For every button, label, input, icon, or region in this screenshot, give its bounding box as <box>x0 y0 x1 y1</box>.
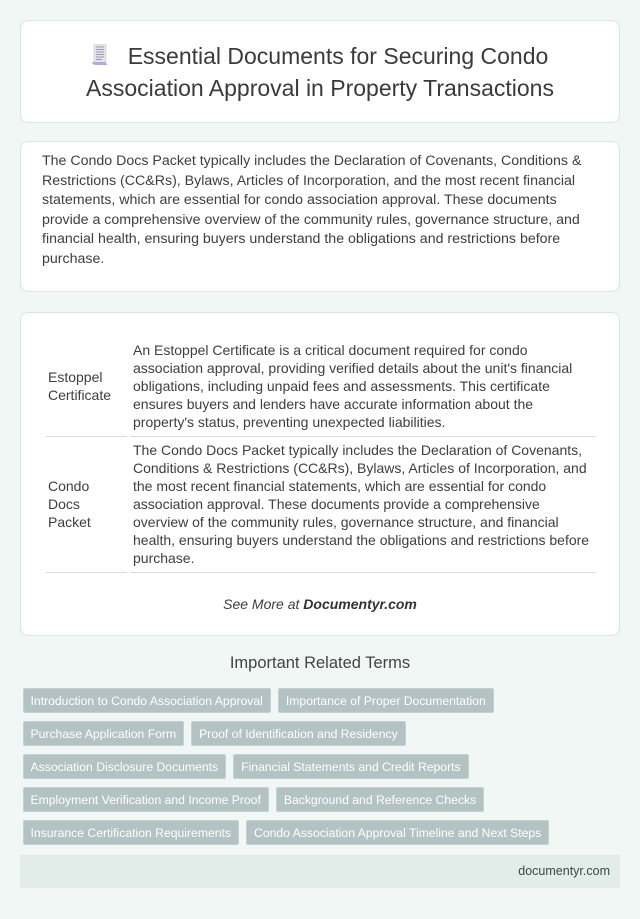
related-terms-heading: Important Related Terms <box>229 654 411 672</box>
table-row <box>46 437 596 573</box>
term-cell: Estoppel Certificate <box>46 337 127 437</box>
definitions-card <box>20 312 620 636</box>
related-term-tag[interactable]: Association Disclosure Documents <box>23 754 227 779</box>
related-terms-list <box>19 684 619 849</box>
related-term-tag[interactable]: Purchase Application Form <box>23 721 185 746</box>
related-term-tag[interactable]: Employment Verification and Income Proof <box>23 787 269 812</box>
definitions-table <box>43 337 599 573</box>
related-term-tag[interactable]: Proof of Identification and Residency <box>191 721 406 746</box>
summary-text: The Condo Docs Packet typically includes the Declaration of Covenants, Conditions & Restrictions (CC&Rs), Bylaws, Articles of Incorporation, and the most recent financial statements, which are essential for condo association approval. These documents provide a comprehensive overview of the community rules, governance structure, and financial health, ensuring buyers understand the obligations and restrictions before purchase. <box>42 153 582 267</box>
related-term-tag[interactable]: Insurance Certification Requirements <box>23 820 240 845</box>
summary-card <box>20 141 620 292</box>
footer-site-link[interactable]: documentyr.com <box>518 864 610 878</box>
description-cell: The Condo Docs Packet typically includes the Declaration of Covenants, Conditions & Restrictions (CC&Rs), Bylaws, Articles of Incorporation, and the most recent financial statements, which are essential for condo association approval. These documents provide a comprehensive overview of the community rules, governance structure, and financial health, ensuring buyers understand the obligations and restrictions before purchase. <box>130 437 596 573</box>
see-more <box>21 596 619 612</box>
related-term-tag[interactable]: Importance of Proper Documentation <box>278 688 494 713</box>
receipt-document-icon <box>92 44 108 66</box>
see-more-link[interactable]: Documentyr.com <box>303 596 417 612</box>
see-more-prefix: See More at <box>223 596 304 612</box>
page-title <box>60 40 580 104</box>
page-title-text: Essential Documents for Securing Condo Association Approval in Property Transactions <box>86 42 554 101</box>
table-row <box>46 337 596 437</box>
description-cell: An Estoppel Certificate is a critical document required for condo association approval, providing verified details about the unit's financial obligations, including unpaid fees and assessments. This certificate ensures buyers and lenders have accurate information about the property's status, preventing unexpected liabilities. <box>130 337 596 437</box>
related-term-tag[interactable]: Financial Statements and Credit Reports <box>233 754 468 779</box>
term-cell: Condo Docs Packet <box>46 437 127 573</box>
related-term-tag[interactable]: Background and Reference Checks <box>276 787 484 812</box>
related-term-tag[interactable]: Introduction to Condo Association Approval <box>23 688 271 713</box>
title-card <box>20 20 620 123</box>
related-term-tag[interactable]: Condo Association Approval Timeline and Next Steps <box>246 820 549 845</box>
footer <box>20 855 620 888</box>
